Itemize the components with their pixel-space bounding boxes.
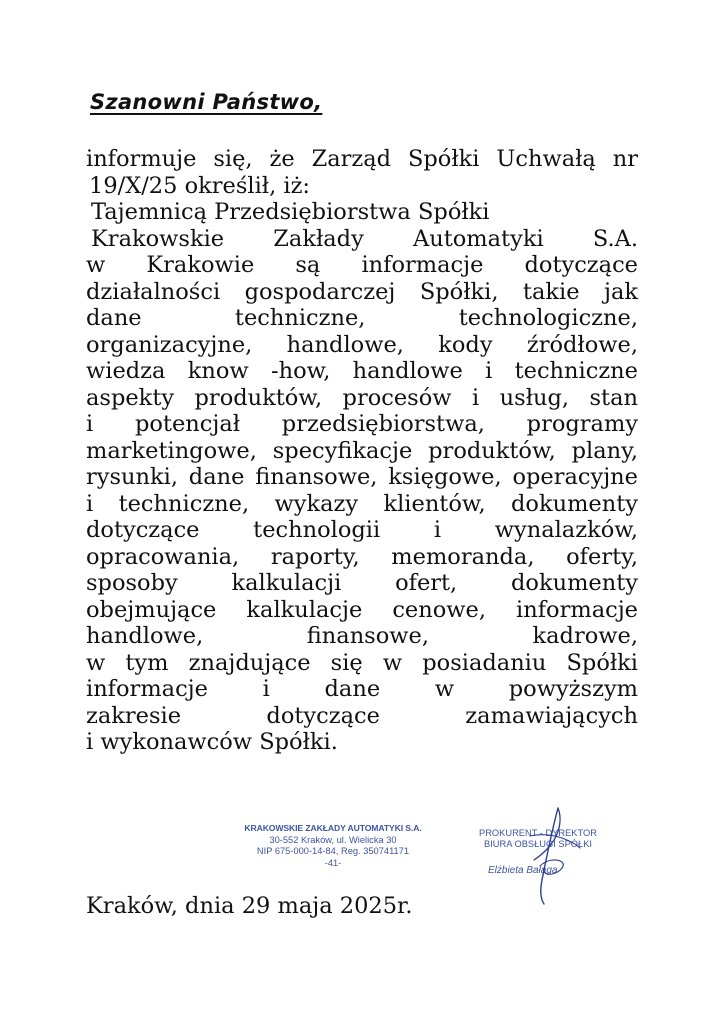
handwritten-signature — [500, 800, 600, 910]
body-line: wiedza know -how, handlowe i techniczne — [86, 358, 638, 384]
body-line: aspekty produktów, procesów i usług, stan — [86, 384, 638, 411]
body-line: rysunki, dane finansowe, księgowe, operacyjne — [86, 464, 638, 490]
place-and-date: Kraków, dnia 29 maja 2025r. — [86, 893, 413, 919]
body-line: działalności gospodarczej Spółki, takie jak — [86, 278, 638, 305]
body-line: dotyczące technologii i wynalazków, — [86, 517, 638, 543]
body-line: zakresie dotyczące zamawiających — [86, 702, 638, 729]
body-line: Krakowskie Zakłady Automatyki S.A. — [91, 225, 638, 252]
stamp-ids: NIP 675-000-14-84, Reg. 350741171 — [256, 846, 410, 856]
stamp-company-name: KRAKOWSKIE ZAKŁADY AUTOMATYKI S.A. — [244, 823, 422, 833]
body-line: w tym znajdujące się w posiadaniu Spółki — [86, 649, 638, 676]
stamp-number: -41- — [324, 857, 342, 868]
body-line: i wykonawców Spółki. — [86, 729, 338, 755]
signature-role-line: PROKURENT - DYREKTOR — [479, 828, 597, 838]
body-line: w Krakowie są informacje dotyczące — [86, 252, 638, 278]
body-line: sposoby kalkulacji ofert, dokumenty — [86, 570, 638, 596]
signature-role-line: BIURA OBSŁUGI SPÓŁKI — [484, 838, 592, 849]
body-line: informacje i dane w powyższym — [86, 676, 638, 702]
body-line: handlowe, finansowe, kadrowe, — [86, 623, 638, 649]
body-line: opracowania, raporty, memoranda, oferty, — [86, 543, 638, 570]
company-stamp — [240, 823, 426, 869]
letter-body — [86, 146, 638, 756]
body-line: organizacyjne, handlowe, kody źródłowe, — [86, 331, 638, 358]
body-line: obejmujące kalkulacje cenowe, informacje — [86, 596, 638, 623]
body-line: i potencjał przedsiębiorstwa, programy — [86, 411, 638, 437]
salutation: Szanowni Państwo, — [90, 90, 323, 114]
body-line: Tajemnicą Przedsiębiorstwa Spółki — [91, 199, 490, 225]
body-line: i techniczne, wykazy klientów, dokumenty — [86, 490, 638, 517]
body-line: 19/X/25 określił, iż: — [89, 172, 311, 199]
signatory-name: Elżbieta Bałaga — [488, 865, 558, 876]
body-line: marketingowe, specyfikacje produktów, plany, — [86, 437, 638, 464]
body-line: informuje się, że Zarząd Spółki Uchwałą nr — [86, 146, 638, 172]
stamp-address: 30-552 Kraków, ul. Wielicka 30 — [269, 834, 397, 845]
body-line: dane techniczne, technologiczne, — [86, 305, 638, 331]
